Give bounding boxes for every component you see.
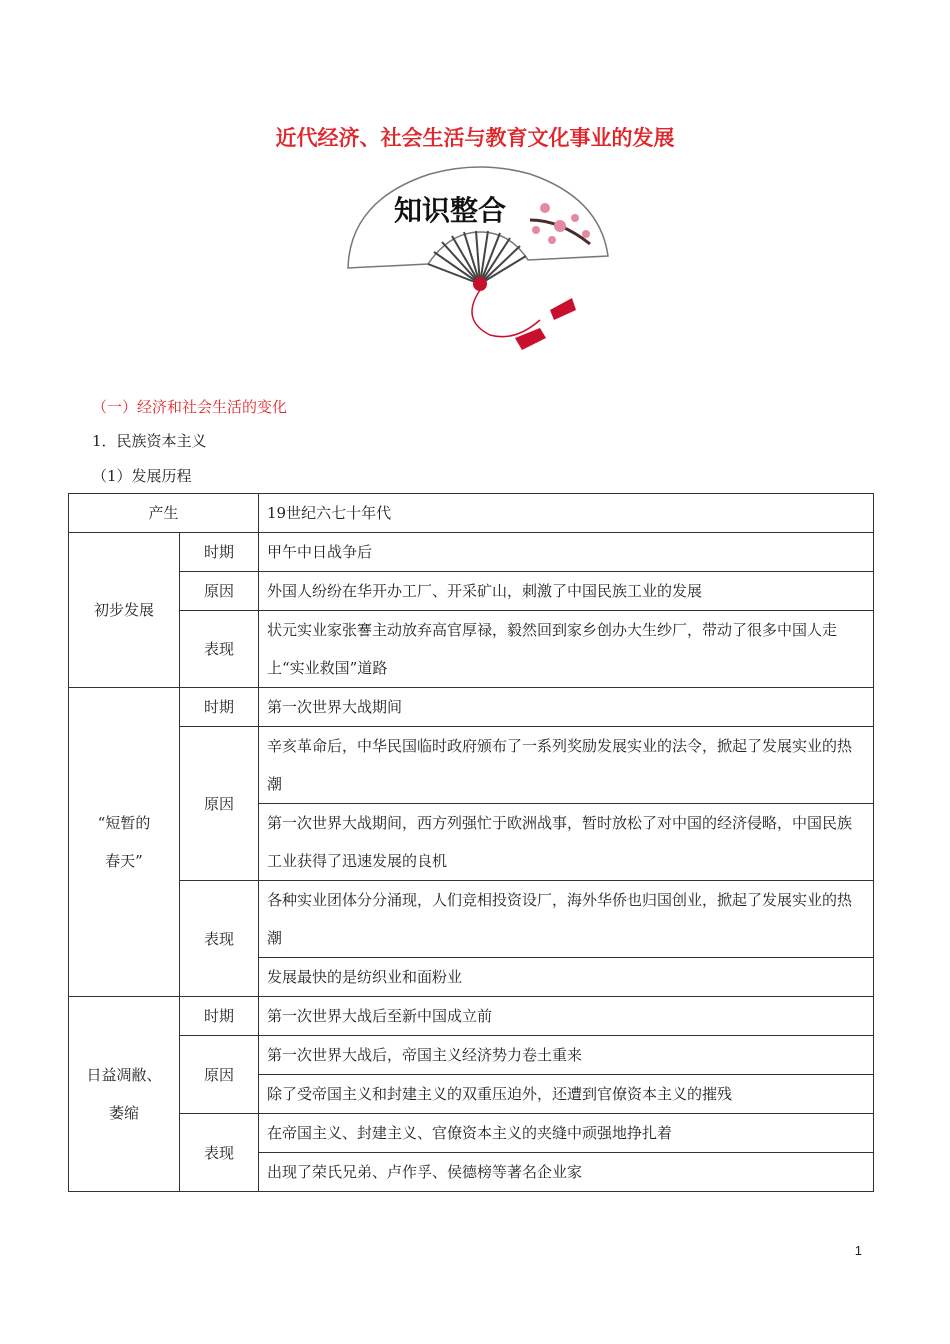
table-row	[69, 494, 874, 533]
stage-label-line: 萎缩	[108, 1104, 139, 1122]
cause-value: 第一次世界大战期间，西方列强忙于欧洲战事，暂时放松了对中国的经济侵略，中国民族工业获得了迅速发展的良机	[259, 804, 874, 881]
development-table	[68, 493, 874, 1192]
subheading: （1）发展历程	[92, 467, 192, 485]
section-heading: （一）经济和社会生活的变化	[92, 398, 288, 416]
table-row	[69, 688, 874, 727]
stage-label-line: 日益凋敝、	[86, 1066, 162, 1084]
table-row	[69, 1114, 874, 1153]
cause-value: 除了受帝国主义和封建主义的双重压迫外，还遭到官僚资本主义的摧残	[259, 1075, 874, 1114]
period-value: 第一次世界大战期间	[259, 688, 874, 727]
banner-text: 知识整合	[393, 194, 507, 227]
origin-label: 产生	[69, 494, 259, 533]
table-row	[69, 997, 874, 1036]
table-row	[69, 572, 874, 611]
cause-label: 原因	[180, 572, 259, 611]
show-value: 各种实业团体分分涌现，人们竞相投资设厂，海外华侨也归国创业，掀起了发展实业的热潮	[259, 881, 874, 958]
show-label: 表现	[180, 1114, 259, 1192]
knowledge-fan-illustration	[340, 160, 620, 360]
page-number: 1	[854, 1243, 862, 1258]
period-value: 第一次世界大战后至新中国成立前	[259, 997, 874, 1036]
cause-label: 原因	[180, 727, 259, 881]
table-row	[69, 611, 874, 688]
stage-label: 初步发展	[69, 533, 180, 688]
table-row	[69, 881, 874, 958]
cause-label: 原因	[180, 1036, 259, 1114]
table-row	[69, 533, 874, 572]
subheading: 1．民族资本主义	[92, 432, 207, 450]
period-label: 时期	[180, 688, 259, 727]
cause-value: 外国人纷纷在华开办工厂、开采矿山，刺激了中国民族工业的发展	[259, 572, 874, 611]
cause-value: 第一次世界大战后，帝国主义经济势力卷土重来	[259, 1036, 874, 1075]
origin-value: 19世纪六七十年代	[259, 494, 874, 533]
stage-label	[69, 688, 180, 997]
show-value: 出现了荣氏兄弟、卢作孚、侯德榜等著名企业家	[259, 1153, 874, 1192]
page-title: 近代经济、社会生活与教育文化事业的发展	[275, 126, 675, 150]
show-value: 在帝国主义、封建主义、官僚资本主义的夹缝中顽强地挣扎着	[259, 1114, 874, 1153]
table-row	[69, 1036, 874, 1075]
stage-label-line: “短暂的	[97, 814, 151, 832]
cause-value: 辛亥革命后，中华民国临时政府颁布了一系列奖励发展实业的法令，掀起了发展实业的热潮	[259, 727, 874, 804]
stage-label	[69, 997, 180, 1192]
show-label: 表现	[180, 881, 259, 997]
stage-label-line: 春天”	[105, 852, 143, 870]
period-value: 甲午中日战争后	[259, 533, 874, 572]
period-label: 时期	[180, 533, 259, 572]
show-value: 发展最快的是纺织业和面粉业	[259, 958, 874, 997]
period-label: 时期	[180, 997, 259, 1036]
show-label: 表现	[180, 611, 259, 688]
show-value: 状元实业家张謇主动放弃高官厚禄，毅然回到家乡创办大生纱厂，带动了很多中国人走上“实业救国”道路	[259, 611, 874, 688]
table-row	[69, 727, 874, 804]
